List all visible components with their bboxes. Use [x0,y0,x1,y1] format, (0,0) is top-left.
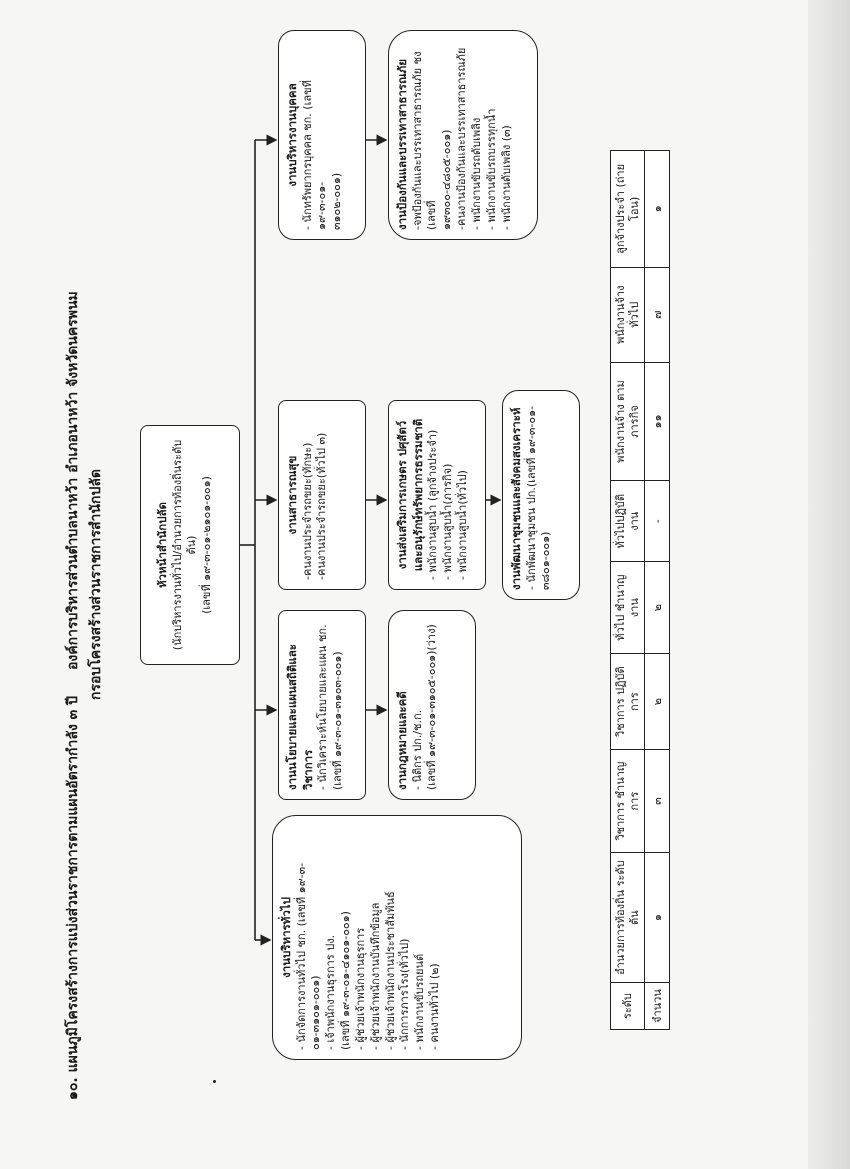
unit-line: - พนักงานสูบน้ำ(ทั่วไป) [455,470,469,580]
unit-head: งานบริหารทั่วไป [279,897,293,978]
unit-line: ๓๘๐๑-๐๐๑) [539,531,553,590]
chart-subtitle: กรอบโครงสร้างส่วนราชการสำนักปลัด [88,468,104,700]
unit-line: ๐๑-๓๑๐๑-๐๐๑) [309,975,323,1050]
unit-agriculture [388,400,486,590]
org-line: องค์การบริหารส่วนตำบลนาหว้า อำเภอนาหว้า จังหวัดนครพนม [65,291,81,670]
unit-line: - นักทรัพยากรบุคคล ชก. (เลขที่ ๑๙-๓-๐๑- [300,80,329,230]
unit-legal [388,610,476,800]
unit-line: - นิติกร ปก./ช.ก. [410,709,424,790]
unit-head: งานพัฒนาชุมชนและสังคมสงเคราะห์ [509,407,523,590]
unit-line: -คนงานประจำรถขยะ(ทักษะ) [300,442,314,580]
unit-line: - ผู้ช่วยเจ้าพนักงานบันทึกข้อมูล [368,902,382,1050]
unit-head: งานกฎหมายและคดี [395,691,409,790]
unit-line: (เลขที่ ๑๙-๓-๐๑-๓๑๐๕-๐๐๑)(ว่าง) [425,624,439,790]
unit-line: ๓๑๐๒-๐๐๑) [330,172,344,230]
unit-line: - พนักงานขับรถดับเพลิง [469,117,483,230]
table-header-row [611,151,645,1030]
table-row-label: จำนวน [645,983,670,1030]
head-of-office-box [140,425,240,665]
unit-public-health [278,400,366,590]
unit-line: - นักวิเคราะห์นโยบายและแผน ชก. [316,624,330,790]
table-cell: ๒ [645,562,670,654]
table-header-cell: อำนวยการท้องถิ่น ระดับต้น [611,853,645,983]
table-header-cell: ทั่วไปปฏิบัติงาน [611,481,645,562]
unit-personnel [278,30,366,240]
head-rank: (นักบริหารงานทั่วไป/อำนวยการท้องถิ่นระดับต้น) [170,439,199,651]
unit-head: งานนโยบายและแผนสถิติและวิชาการ [285,644,315,790]
table-header-cell: ทั่วไป ชำนาญงาน [611,562,645,654]
scan-page-edge [808,0,850,1169]
table-row [645,151,670,1030]
rotated-org-chart-page [65,47,760,1100]
unit-line: - พนักงานขับรถบรรทุกน้ำ [484,108,498,230]
table-header-cell: ระดับ [611,983,645,1030]
table-cell: ๑ [645,151,670,268]
head-number: (เลขที่ ๑๙-๓-๐๑-๒๑๐๑-๐๐๑) [200,476,214,614]
table-cell: ๑ [645,853,670,983]
unit-line: -คนงานป้องกันและบรรเทาสาธารณภัย [455,47,469,230]
unit-disaster-prevention [388,30,538,240]
unit-line: (เลขที่ ๑๙-๓-๐๑-๓๑๐๓-๐๐๑) [330,651,344,790]
unit-head: งานป้องกันและบรรเทาสาธารณภัย [395,59,409,230]
unit-head-2: และอนุรักษ์ทรัพยากรธรรมชาติ [410,418,425,572]
table-header-cell: ลูกจ้างประจำ (ถ่ายโอน) [611,151,645,268]
table-cell: ๒ [645,654,670,750]
unit-line: - พนักงานดับเพลิง (๓) [499,125,513,230]
section-title: ๑๐. แผนภูมิโครงสร้างการแบ่งส่วนราชการตามแผนอัตรากำลัง ๓ ปี [65,695,81,1100]
unit-line: - นักการภารโรง(ทั่วไป) [398,938,412,1050]
unit-line: (เลขที่ ๑๙-๓-๐๑-๔๑๐๑-๐๐๑) [339,911,353,1050]
head-title: หัวหน้าสำนักปลัด [155,501,169,589]
unit-general-admin [272,815,522,1060]
unit-community-development [502,390,580,600]
table-header-cell: วิชาการ ปฏิบัติการ [611,654,645,750]
unit-line: -จพป้องกันและบรรเทาสาธารณภัย ชง (เลขที่ [410,51,439,230]
unit-line: - ผู้ช่วยเจ้าพนักงานธุรการ [353,927,367,1050]
unit-line: - พนักงานสูบน้ำ(ภารกิจ) [440,463,454,580]
unit-head: งานสาธารณสุข [285,455,299,535]
unit-line: - คนงานทั่วไป (๒) [428,963,442,1050]
unit-line: - ผู้ช่วยเจ้าพนักงานประชาสัมพันธ์ [383,891,397,1050]
unit-line: - นักจัดการงานทั่วไป ชก. (เลขที่ ๑๙-๓- [294,862,308,1050]
table-header-cell: พนักงานจ้าง ทั่วไป [611,267,645,362]
table-cell: ๗ [645,267,670,362]
unit-line: -คนงานประจำรถขยะ(ทั่วไป ๓) [315,432,329,580]
table-cell: - [645,481,670,562]
unit-line: - พนักงานขับรถยนต์ [413,953,427,1050]
unit-line: - นักพัฒนาชุมชน ปก.(เลขที่ ๑๙-๓-๐๑- [524,405,538,590]
unit-head: งานส่งเสริมการเกษตร ปศุสัตว์ [395,420,409,570]
table-header-cell: วิชาการ ชำนาญการ [611,750,645,853]
unit-line: ๑๙๓๐๐-๔๘๐๕-๐๐๑) [440,129,454,230]
unit-policy-planning [278,610,366,800]
unit-head: งานบริหารงานบุคคล [285,83,299,187]
unit-line: - พนักงานสูบน้ำ (ลูกจ้างประจำ) [426,429,440,580]
unit-line: - เจ้าพนักงานธุรการ ปง. [324,934,338,1050]
table-header-cell: พนักงานจ้าง ตามภารกิจ [611,362,645,481]
table-cell: ๑๑ [645,362,670,481]
table-cell: ๓ [645,750,670,853]
staff-summary-table [610,150,670,1030]
